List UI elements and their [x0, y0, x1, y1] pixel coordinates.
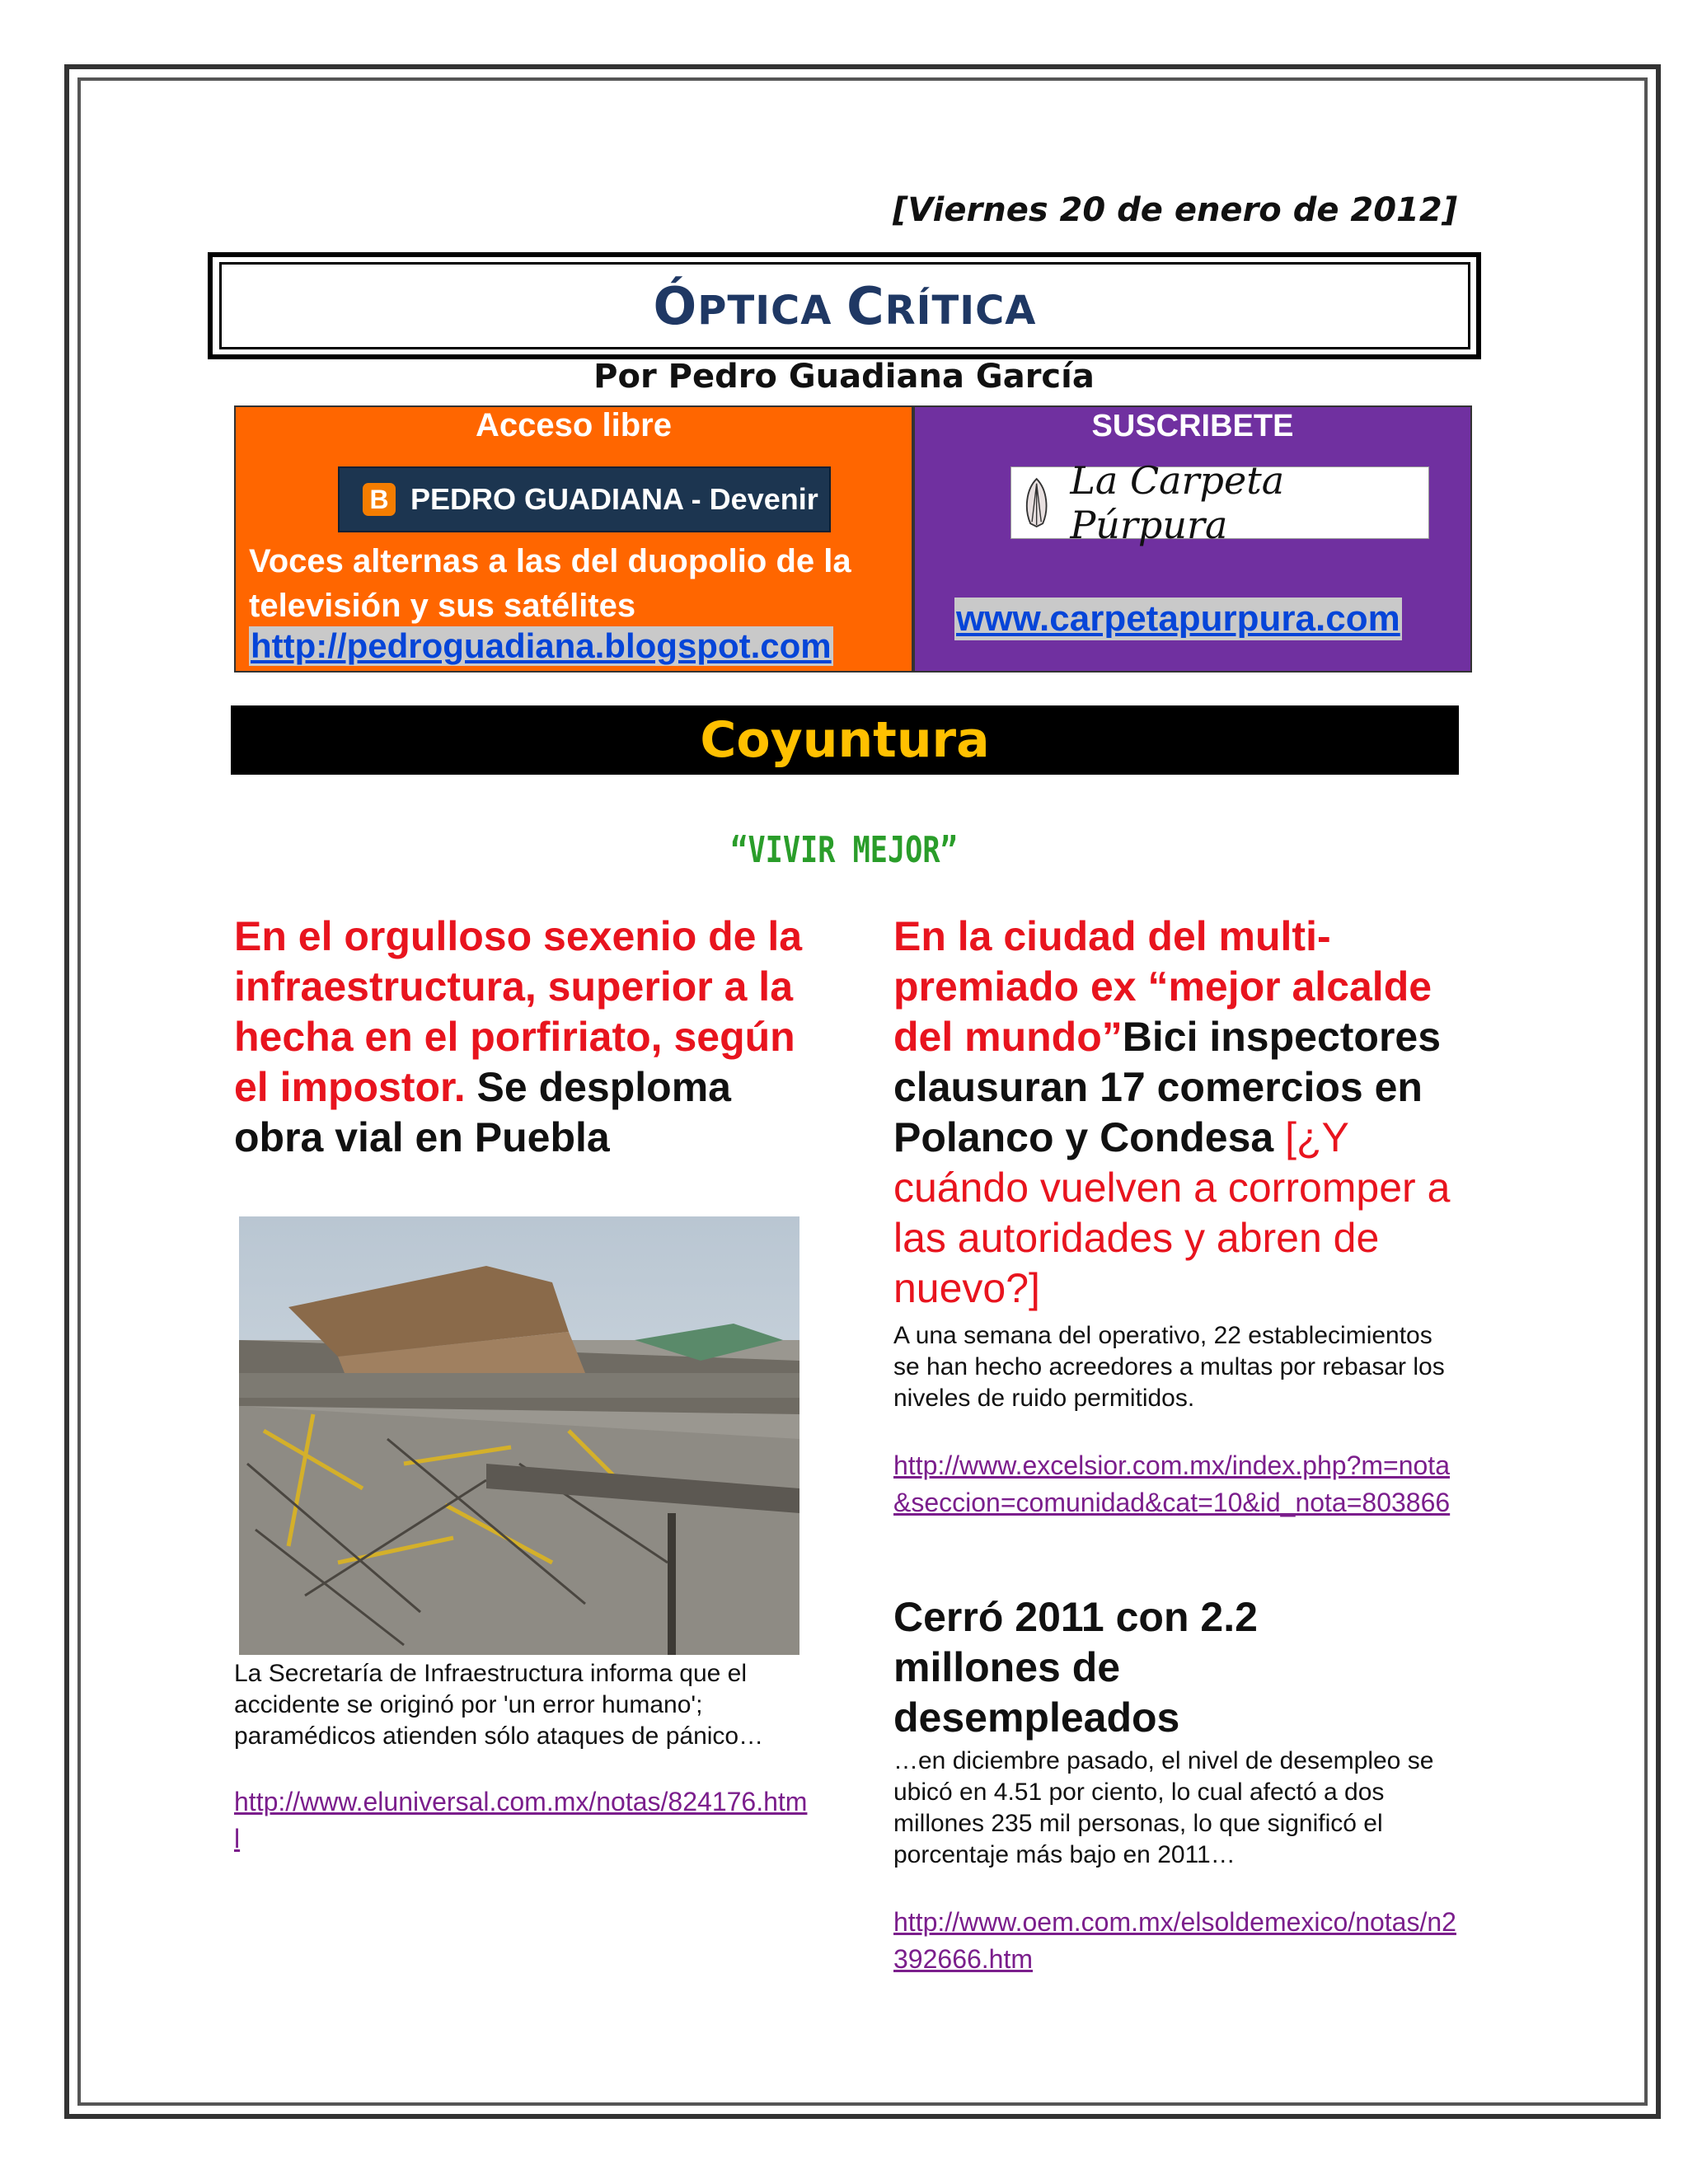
blog-badge[interactable] [338, 466, 831, 532]
headline-commentary: En la ciudad del multi-premiado ex “mejor alcalde del mundo” [893, 913, 1432, 1060]
issue-date: [Viernes 20 de enero de 2012] [893, 191, 1457, 229]
article-link-puebla[interactable]: http://www.eluniversal.com.mx/notas/824176.html [234, 1787, 808, 1854]
article-headline-puebla [234, 912, 828, 1163]
photo-illustration [239, 1216, 799, 1655]
blog-tagline: Voces alternas a las del duopolio de la televisión y sus satélites [249, 543, 851, 624]
headline-news: Se desploma obra vial en Puebla [234, 1064, 731, 1160]
article-link-polanco[interactable]: http://www.excelsior.com.mx/index.php?m=nota&seccion=comunidad&cat=10&id_nota=803866 [893, 1451, 1451, 1517]
section-subtitle: “VIVIR MEJOR” [730, 829, 958, 871]
collapsed-overpass-photo [239, 1216, 799, 1655]
article-summary-puebla: La Secretaría de Infraestructura informa que el accidente se originó por 'un error humano'; paramédicos atienden sólo ataques de pánico… [234, 1660, 764, 1750]
blog-badge-label: PEDRO GUADIANA - Devenir [410, 482, 818, 516]
article-link-unemployment[interactable]: http://www.oem.com.mx/elsoldemexico/notas/n2392666.htm [893, 1907, 1456, 1974]
article-summary-polanco: A una semana del operativo, 22 establecimientos se han hecho acreedores a multas por rebasar los niveles de ruido permitidos. [893, 1322, 1445, 1412]
section-title: Coyuntura [700, 711, 990, 769]
column-title: ÓPTICA CRÍTICA [653, 275, 1037, 336]
section-bar [231, 705, 1459, 775]
article-headline-polanco [893, 912, 1470, 1314]
blog-link[interactable]: http://pedroguadiana.blogspot.com [251, 626, 832, 665]
byline: Por Pedro Guadiana García [593, 358, 1095, 396]
subscribe-heading: SUSCRIBETE [1091, 409, 1294, 443]
article-summary-unemployment: …en diciembre pasado, el nivel de desempleo se ubicó en 4.51 por ciento, lo cual afectó a dos millones 235 mil personas, lo que significó el porcentaje más bajo en 2011… [893, 1747, 1434, 1868]
carpeta-purpura-logo-text: La Carpeta Púrpura [1070, 458, 1285, 547]
headline-news: Bici inspectores clausuran 17 comercios en Polanco y Condesa [893, 1014, 1442, 1160]
title-box [219, 262, 1470, 349]
carpeta-purpura-logo[interactable] [1010, 458, 1429, 547]
article-headline-unemployment: Cerró 2011 con 2.2 millones de desempleados [893, 1594, 1258, 1741]
headline-question: [¿Y cuándo vuelven a corromper a las autoridades y abren de nuevo?] [893, 1114, 1451, 1311]
free-access-heading: Acceso libre [476, 407, 672, 443]
blogger-icon: B [363, 483, 396, 516]
headline-commentary: En el orgulloso sexenio de la infraestructura, superior a la hecha en el porfiriato, según el impostor. [234, 913, 803, 1110]
shell-icon [1021, 474, 1052, 532]
carpeta-purpura-link[interactable]: www.carpetapurpura.com [956, 598, 1400, 639]
